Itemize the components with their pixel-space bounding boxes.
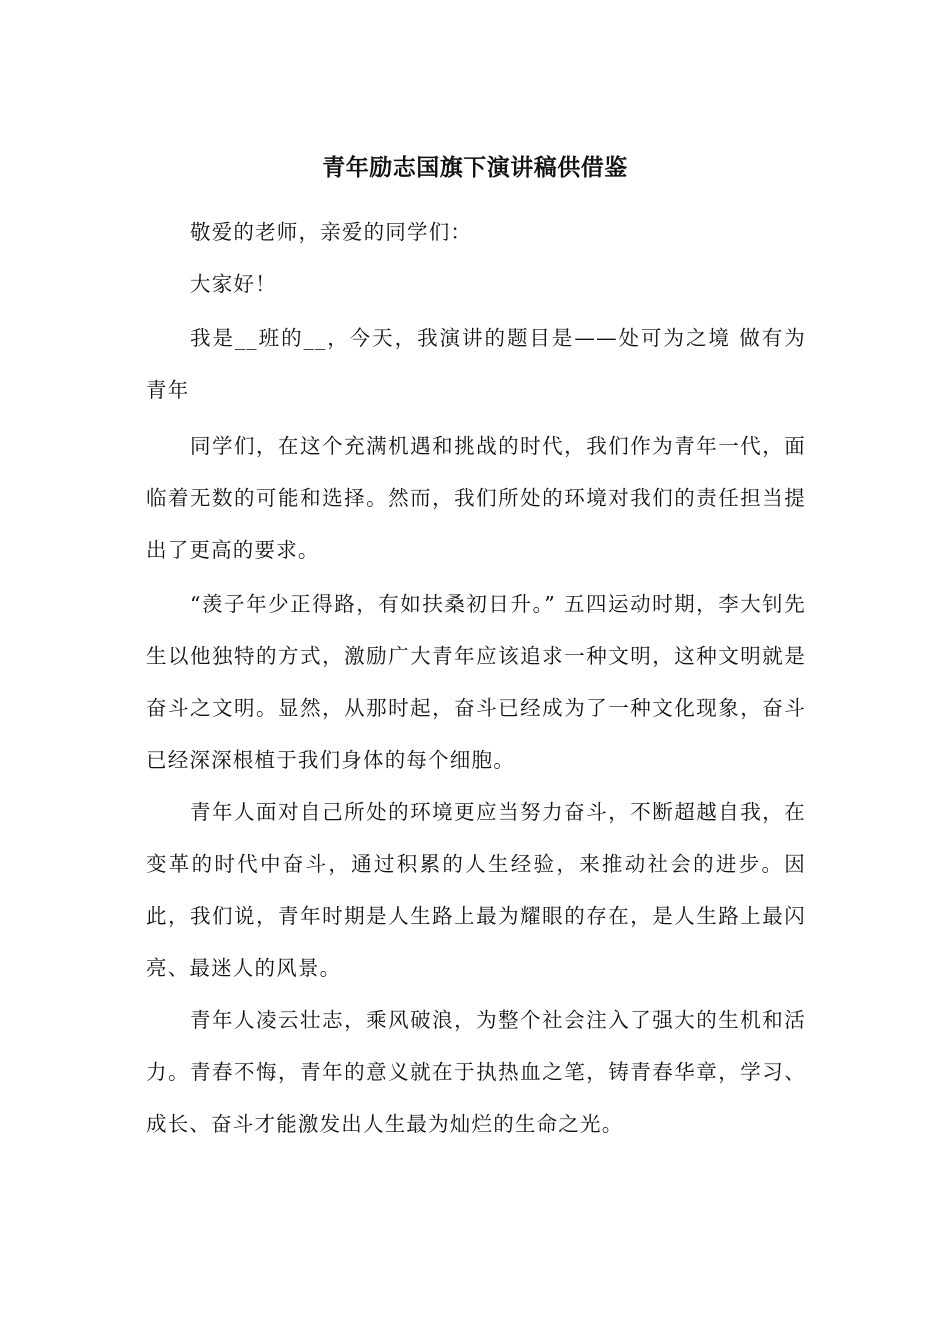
paragraph-greeting: 大家好！ <box>190 272 277 296</box>
paragraph-body-2: “羡子年少正得路，有如扶桑初日升。” 五四运动时期，李大钊先生以他独特的方式，激励广大青年应该追求一种文明，这种文明就是奋斗之文明。显然，从那时起，奋斗已经成为了一种文化现象，奋斗已经深深根植于我们身体的每个细胞。 <box>146 592 806 772</box>
paragraph-body-4: 青年人凌云壮志，乘风破浪，为整个社会注入了强大的生机和活力。青春不悔，青年的意义就在于执热血之笔，铸青春华章，学习、成长、奋斗才能激发出人生最为灿烂的生命之光。 <box>146 1008 806 1136</box>
document-title: 青年励志国旗下演讲稿供借鉴 <box>322 155 628 181</box>
paragraph-body-1: 同学们，在这个充满机遇和挑战的时代，我们作为青年一代，面临着无数的可能和选择。然而，我们所处的环境对我们的责任担当提出了更高的要求。 <box>146 434 806 562</box>
paragraph-salutation: 敬爱的老师，亲爱的同学们： <box>190 220 473 244</box>
paragraph-introduction: 我是__班的__，今天，我演讲的题目是——处可为之境 做有为青年 <box>146 326 806 402</box>
paragraph-body-3: 青年人面对自己所处的环境更应当努力奋斗，不断超越自我，在变革的时代中奋斗，通过积累的人生经验，来推动社会的进步。因此，我们说，青年时期是人生路上最为耀眼的存在，是人生路上最闪亮、最迷人的风景。 <box>146 800 806 980</box>
